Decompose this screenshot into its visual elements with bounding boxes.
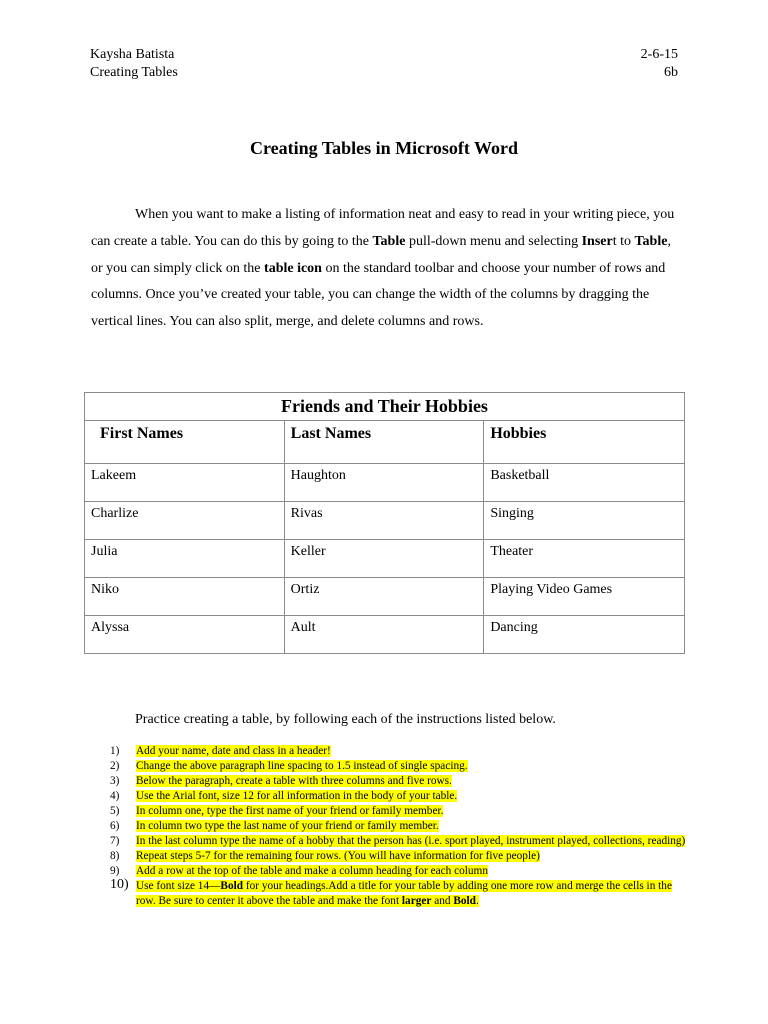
header-right xyxy=(641,46,678,82)
column-header-first-names: First Names xyxy=(85,421,285,464)
list-item xyxy=(110,804,690,819)
table-row xyxy=(85,464,685,502)
step-number: 3) xyxy=(110,775,120,787)
step-text: Add a row at the top of the table and make a column heading for each column xyxy=(136,865,488,877)
step-text: Use font size 14—Bold for your headings.Add a title for your table by adding one more row and merge the cells in the row. Be sure to center it above the table and make the font larger and Bold. xyxy=(136,880,672,907)
list-item xyxy=(110,864,690,879)
header-left xyxy=(90,46,178,82)
list-item xyxy=(110,774,690,789)
table-cell-first-name: Niko xyxy=(85,578,285,616)
list-item xyxy=(110,819,690,834)
step-number: 7) xyxy=(110,835,120,847)
student-name: Kaysha Batista xyxy=(90,47,175,62)
step-number: 6) xyxy=(110,820,120,832)
step-text: Below the paragraph, create a table with three columns and five rows. xyxy=(136,775,452,787)
table-cell-hobby: Theater xyxy=(484,540,685,578)
list-item xyxy=(110,759,690,774)
table-row xyxy=(85,578,685,616)
table-cell-first-name: Alyssa xyxy=(85,616,285,654)
step-number: 9) xyxy=(110,865,120,877)
list-item xyxy=(110,849,690,864)
header-date: 2-6-15 xyxy=(640,47,678,62)
step-text: Add your name, date and class in a header! xyxy=(136,745,331,757)
table-row xyxy=(85,540,685,578)
step-number: 5) xyxy=(110,805,120,817)
table-row xyxy=(85,616,685,654)
table-title-row xyxy=(85,393,685,421)
hobbies-table xyxy=(84,392,685,654)
table-cell-last-name: Keller xyxy=(284,540,484,578)
step-number: 8) xyxy=(110,850,120,862)
step-text: Change the above paragraph line spacing to 1.5 instead of single spacing. xyxy=(136,760,468,772)
list-item xyxy=(110,744,690,759)
practice-intro: Practice creating a table, by following each of the instructions listed below. xyxy=(135,712,556,727)
table-cell-last-name: Ortiz xyxy=(284,578,484,616)
table-row xyxy=(85,502,685,540)
column-header-last-names: Last Names xyxy=(284,421,484,464)
instruction-list xyxy=(110,744,690,909)
table-cell-hobby: Dancing xyxy=(484,616,685,654)
column-header-hobbies: Hobbies xyxy=(484,421,685,464)
table-title: Friends and Their Hobbies xyxy=(85,393,685,421)
header-class-period: 6b xyxy=(664,65,678,80)
step-text: Repeat steps 5-7 for the remaining four rows. (You will have information for five people) xyxy=(136,850,540,862)
intro-paragraph: When you want to make a listing of information neat and easy to read in your writing piece, you can create a table. You can do this by going to the Table pull-down menu and selecting Insert to Table, or you can simply click on the table icon on the standard toolbar and choose your number of rows and columns. Once you’ve created your table, you can change the width of the columns by dragging the vertical lines. You can also split, merge, and delete columns and rows. xyxy=(91,207,675,330)
list-item xyxy=(110,834,690,849)
table-cell-first-name: Lakeem xyxy=(85,464,285,502)
step-number: 2) xyxy=(110,760,120,772)
step-number: 4) xyxy=(110,790,120,802)
document-title: Creating Tables in Microsoft Word xyxy=(249,138,519,158)
table-cell-first-name: Charlize xyxy=(85,502,285,540)
table-cell-hobby: Playing Video Games xyxy=(484,578,685,616)
table-cell-last-name: Haughton xyxy=(284,464,484,502)
table-cell-last-name: Ault xyxy=(284,616,484,654)
step-text: In the last column type the name of a hobby that the person has (i.e. sport played, instrument played, collections, reading) xyxy=(136,835,686,847)
step-number: 10) xyxy=(110,877,129,892)
table-cell-first-name: Julia xyxy=(85,540,285,578)
step-number: 1) xyxy=(110,745,120,757)
step-text: In column one, type the first name of your friend or family member. xyxy=(136,805,444,817)
step-text: Use the Arial font, size 12 for all information in the body of your table. xyxy=(136,790,458,802)
table-header-row xyxy=(85,421,685,464)
table-cell-hobby: Basketball xyxy=(484,464,685,502)
table-cell-hobby: Singing xyxy=(484,502,685,540)
list-item xyxy=(110,789,690,804)
table-cell-last-name: Rivas xyxy=(284,502,484,540)
assignment-subject: Creating Tables xyxy=(90,65,178,80)
step-text: In column two type the last name of your friend or family member. xyxy=(136,820,439,832)
list-item xyxy=(110,879,690,909)
